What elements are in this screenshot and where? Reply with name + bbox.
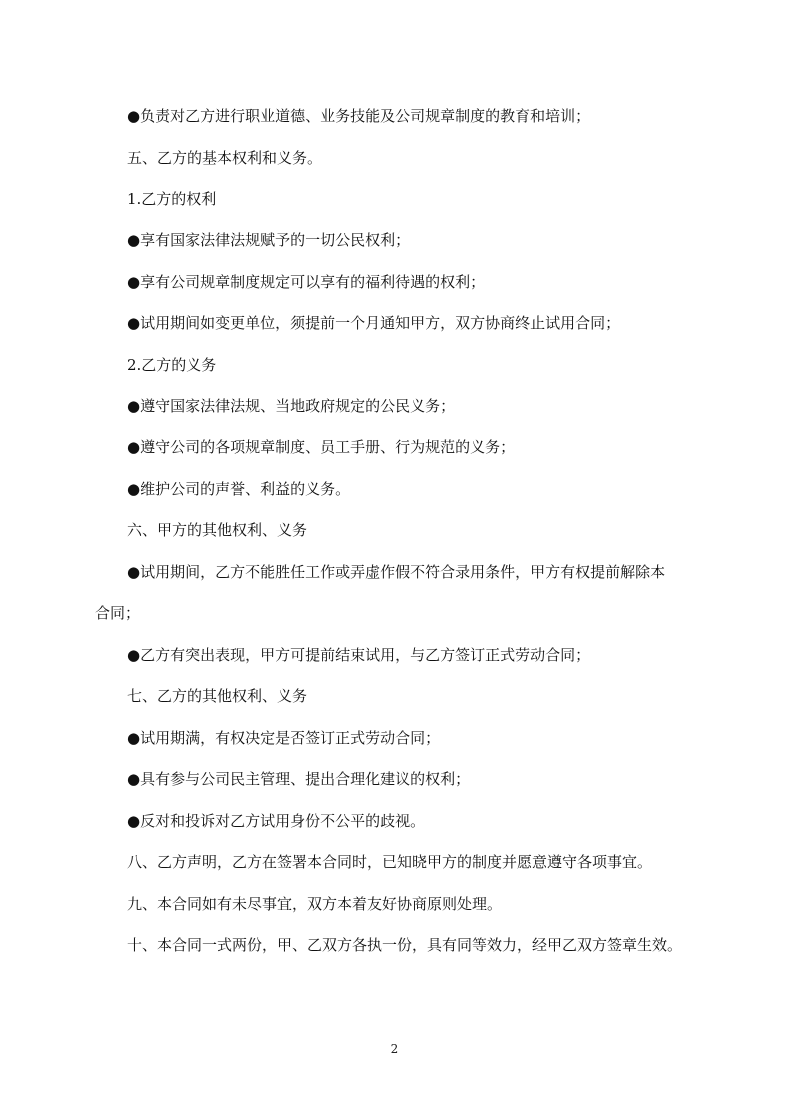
paragraph-line: ●享有国家法律法规赋予的一切公民权利；	[127, 231, 411, 249]
paragraph-line: ●遵守公司的各项规章制度、员工手册、行为规范的义务；	[127, 438, 516, 456]
paragraph-line: ●乙方有突出表现，甲方可提前结束试用，与乙方签订正式劳动合同；	[127, 646, 591, 664]
section-heading: 五、乙方的基本权利和义务。	[127, 149, 323, 167]
section-heading: 九、本合同如有未尽事宜，双方本着友好协商原则处理。	[127, 895, 503, 913]
paragraph-line: ●遵守国家法律法规、当地政府规定的公民义务；	[127, 397, 456, 415]
paragraph-line: ●反对和投诉对乙方试用身份不公平的歧视。	[127, 812, 426, 830]
paragraph-line: ●具有参与公司民主管理、提出合理化建议的权利；	[127, 770, 471, 788]
subsection-heading: 2.乙方的义务	[127, 356, 217, 374]
page-number: 2	[390, 1042, 399, 1056]
section-heading: 八、乙方声明，乙方在签署本合同时，已知晓甲方的制度并愿意遵守各项事宜。	[127, 853, 653, 871]
section-heading: 七、乙方的其他权利、义务	[127, 687, 308, 705]
paragraph-line: ●试用期间，乙方不能胜任工作或弄虚作假不符合录用条件，甲方有权提前解除本	[127, 563, 666, 581]
paragraph-line: ●负责对乙方进行职业道德、业务技能及公司规章制度的教育和培训；	[127, 107, 591, 125]
paragraph-line: ●享有公司规章制度规定可以享有的福利待遇的权利；	[127, 273, 486, 291]
paragraph-line: ●维护公司的声誉、利益的义务。	[127, 480, 351, 498]
paragraph-line: ●试用期满，有权决定是否签订正式劳动合同；	[127, 729, 441, 747]
section-heading: 十、本合同一式两份，甲、乙双方各执一份，具有同等效力，经甲乙双方签章生效。	[127, 936, 683, 954]
paragraph-line: ●试用期间如变更单位，须提前一个月通知甲方，双方协商终止试用合同；	[127, 314, 621, 332]
subsection-heading: 1.乙方的权利	[127, 190, 217, 208]
paragraph-line: 合同；	[95, 604, 141, 622]
section-heading: 六、甲方的其他权利、义务	[127, 521, 308, 539]
